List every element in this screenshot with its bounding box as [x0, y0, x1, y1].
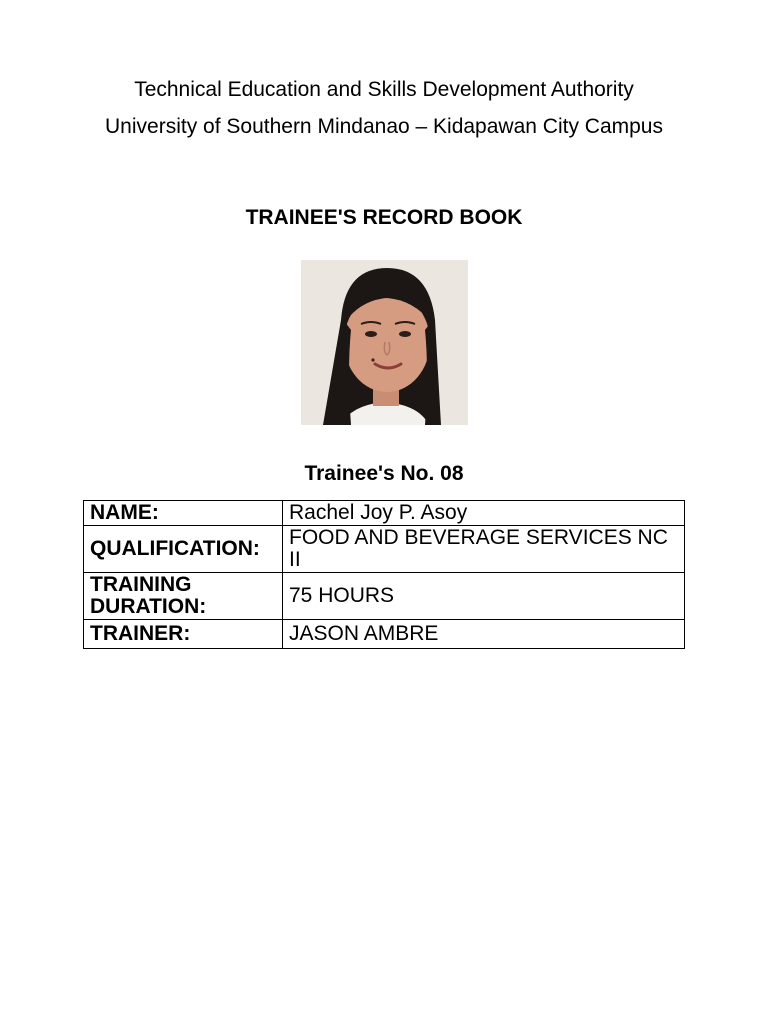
training-duration-value: 75 HOURS — [283, 573, 685, 620]
page-title: TRAINEE'S RECORD BOOK — [245, 206, 523, 229]
table-row — [84, 620, 685, 649]
table-row — [84, 501, 685, 526]
trainee-number: Trainee's No. 08 — [304, 462, 464, 485]
table-row — [84, 526, 685, 573]
campus-name: University of Southern Mindanao – Kidapawan City Campus — [105, 115, 663, 138]
organization-name: Technical Education and Skills Development Authority — [134, 78, 634, 101]
qualification-label: QUALIFICATION: — [84, 526, 283, 573]
qualification-value: FOOD AND BEVERAGE SERVICES NC II — [283, 526, 685, 573]
name-label: NAME: — [84, 501, 283, 526]
trainer-label: TRAINER: — [84, 620, 283, 649]
name-value: Rachel Joy P. Asoy — [283, 501, 685, 526]
trainee-details-table — [83, 500, 685, 649]
training-duration-label: TRAINING DURATION: — [84, 573, 283, 620]
table-row — [84, 573, 685, 620]
trainee-photo — [301, 260, 468, 425]
trainer-value: JASON AMBRE — [283, 620, 685, 649]
trainee-portrait-icon — [301, 260, 468, 425]
